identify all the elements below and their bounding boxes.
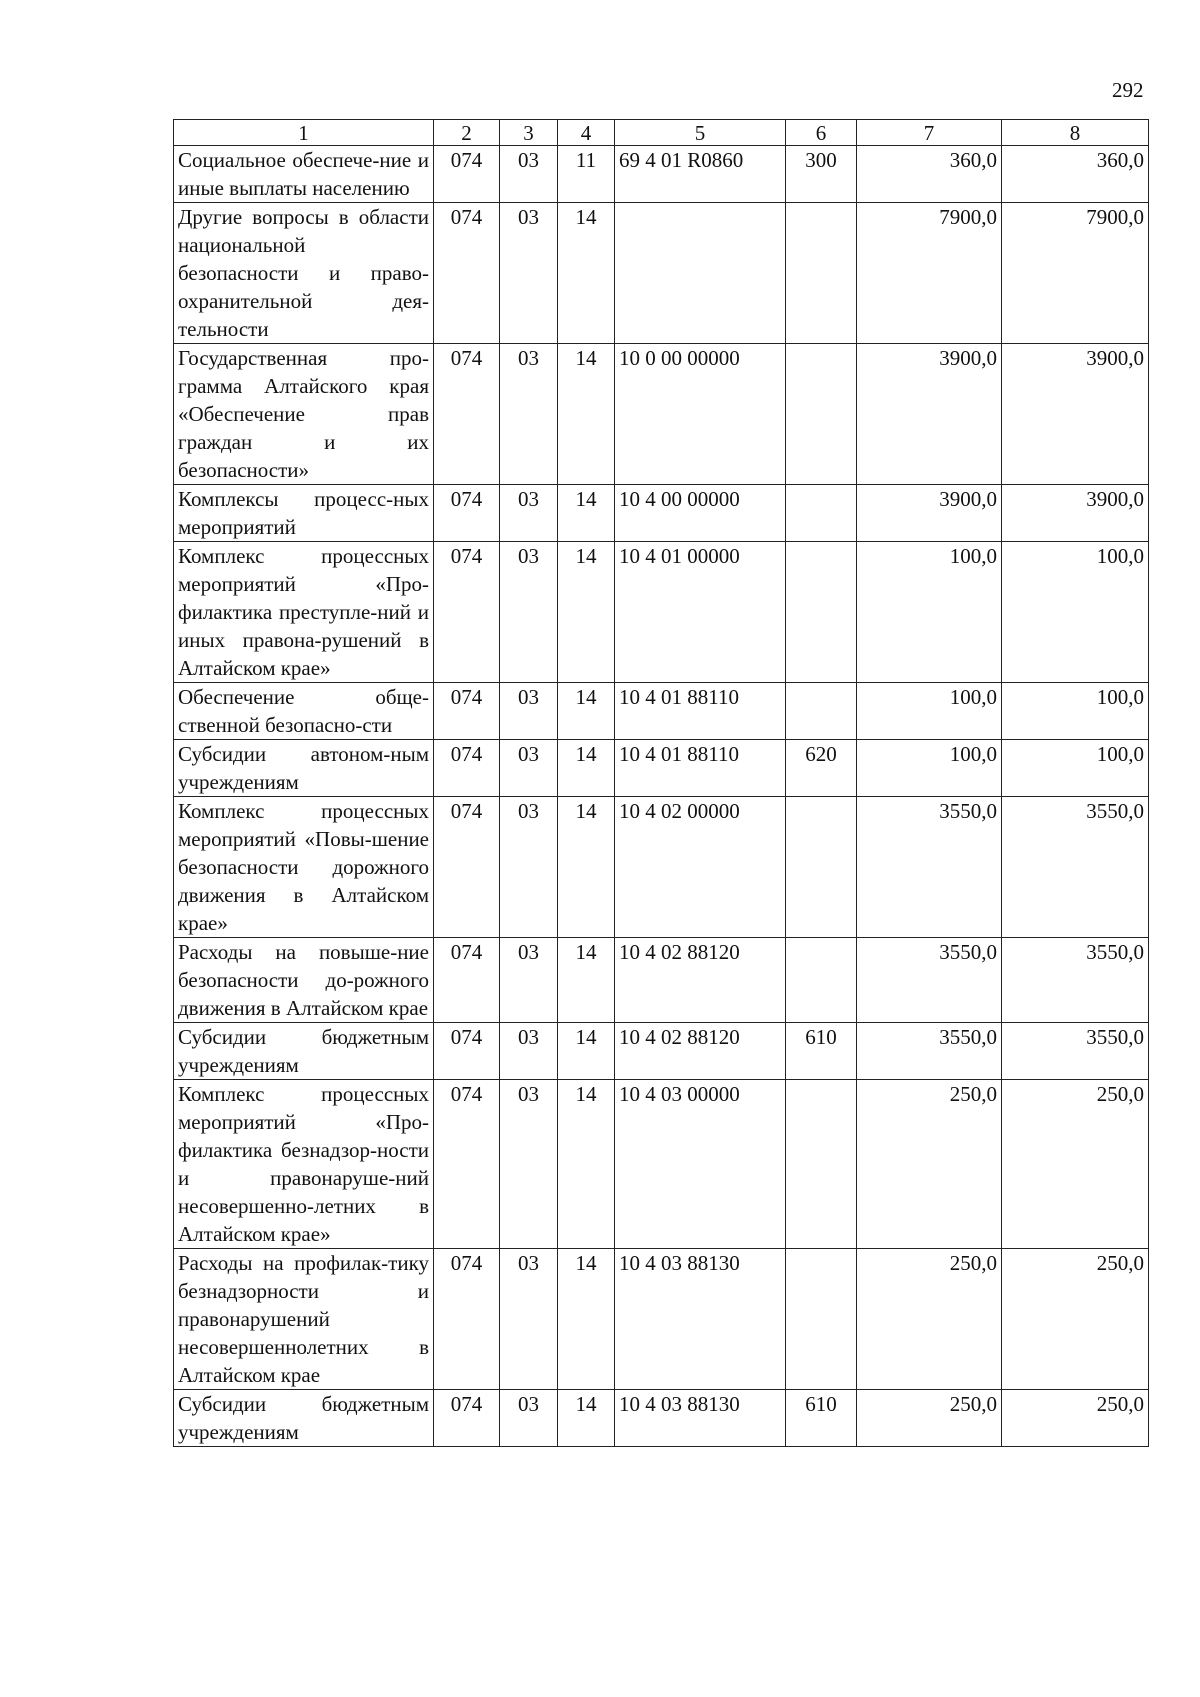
department-code-cell: 074 — [434, 1249, 500, 1390]
target-article-cell: 10 4 03 88130 — [615, 1390, 786, 1447]
subsection-code-cell: 14 — [558, 1023, 615, 1080]
row-name-cell: Субсидии бюджетным учреждениям — [174, 1023, 434, 1080]
section-code-cell: 03 — [500, 797, 558, 938]
subsection-code-cell: 14 — [558, 1080, 615, 1249]
amount-cell: 7900,0 — [857, 203, 1002, 344]
section-code-cell: 03 — [500, 1023, 558, 1080]
table-row — [174, 683, 1149, 740]
row-name-cell: Субсидии бюджетным учреждениям — [174, 1390, 434, 1447]
amount-cell: 3900,0 — [1002, 344, 1149, 485]
section-code-cell: 03 — [500, 938, 558, 1023]
amount-cell: 100,0 — [1002, 683, 1149, 740]
target-article-cell: 10 0 00 00000 — [615, 344, 786, 485]
expense-type-cell — [786, 1080, 857, 1249]
target-article-cell: 10 4 01 00000 — [615, 542, 786, 683]
budget-table — [173, 119, 1149, 1447]
amount-cell: 100,0 — [857, 683, 1002, 740]
amount-cell: 3900,0 — [1002, 485, 1149, 542]
subsection-code-cell: 14 — [558, 203, 615, 344]
target-article-cell: 10 4 03 00000 — [615, 1080, 786, 1249]
subsection-code-cell: 14 — [558, 344, 615, 485]
department-code-cell: 074 — [434, 683, 500, 740]
row-name-cell: Субсидии автоном-ным учреждениям — [174, 740, 434, 797]
section-code-cell: 03 — [500, 683, 558, 740]
section-code-cell: 03 — [500, 542, 558, 683]
row-name-cell: Расходы на повыше-ние безопасности до-рожного движения в Алтайском крае — [174, 938, 434, 1023]
target-article-cell — [615, 203, 786, 344]
amount-cell: 250,0 — [1002, 1249, 1149, 1390]
row-name-cell: Комплекс процессных мероприятий «Про-филактика преступле-ний и иных правона-рушений в Алтайском крае» — [174, 542, 434, 683]
amount-cell: 3550,0 — [1002, 938, 1149, 1023]
table-row — [174, 740, 1149, 797]
row-name-cell: Расходы на профилак-тику безнадзорности и правонарушений несовершеннолетних в Алтайском крае — [174, 1249, 434, 1390]
table-row — [174, 797, 1149, 938]
subsection-code-cell: 14 — [558, 542, 615, 683]
row-name-cell: Государственная про-грамма Алтайского края «Обеспечение прав граждан и их безопасности» — [174, 344, 434, 485]
subsection-code-cell: 14 — [558, 938, 615, 1023]
expense-type-cell — [786, 485, 857, 542]
section-code-cell: 03 — [500, 485, 558, 542]
subsection-code-cell: 14 — [558, 797, 615, 938]
amount-cell: 3900,0 — [857, 344, 1002, 485]
amount-cell: 100,0 — [857, 542, 1002, 683]
subsection-code-cell: 14 — [558, 1390, 615, 1447]
column-header: 6 — [786, 120, 857, 146]
row-name-cell: Комплексы процесс-ных мероприятий — [174, 485, 434, 542]
amount-cell: 7900,0 — [1002, 203, 1149, 344]
page-number: 292 — [1112, 78, 1144, 102]
section-code-cell: 03 — [500, 1249, 558, 1390]
expense-type-cell — [786, 203, 857, 344]
amount-cell: 100,0 — [1002, 542, 1149, 683]
table-row — [174, 344, 1149, 485]
table-row — [174, 203, 1149, 344]
expense-type-cell: 610 — [786, 1390, 857, 1447]
section-code-cell: 03 — [500, 1080, 558, 1249]
expense-type-cell: 610 — [786, 1023, 857, 1080]
table-row — [174, 485, 1149, 542]
column-header: 8 — [1002, 120, 1149, 146]
column-header: 3 — [500, 120, 558, 146]
target-article-cell: 10 4 02 88120 — [615, 938, 786, 1023]
target-article-cell: 10 4 02 00000 — [615, 797, 786, 938]
table-row — [174, 542, 1149, 683]
target-article-cell: 10 4 01 88110 — [615, 740, 786, 797]
header-row — [174, 120, 1149, 146]
table-row — [174, 146, 1149, 203]
expense-type-cell — [786, 344, 857, 485]
department-code-cell: 074 — [434, 542, 500, 683]
amount-cell: 3550,0 — [1002, 1023, 1149, 1080]
target-article-cell: 69 4 01 R0860 — [615, 146, 786, 203]
target-article-cell: 10 4 01 88110 — [615, 683, 786, 740]
amount-cell: 3900,0 — [857, 485, 1002, 542]
table-row — [174, 1080, 1149, 1249]
amount-cell: 250,0 — [857, 1390, 1002, 1447]
department-code-cell: 074 — [434, 146, 500, 203]
department-code-cell: 074 — [434, 740, 500, 797]
column-header: 5 — [615, 120, 786, 146]
column-header: 1 — [174, 120, 434, 146]
section-code-cell: 03 — [500, 740, 558, 797]
row-name-cell: Обеспечение обще-ственной безопасно-сти — [174, 683, 434, 740]
target-article-cell: 10 4 02 88120 — [615, 1023, 786, 1080]
expense-type-cell — [786, 797, 857, 938]
department-code-cell: 074 — [434, 797, 500, 938]
department-code-cell: 074 — [434, 344, 500, 485]
expense-type-cell — [786, 542, 857, 683]
amount-cell: 250,0 — [1002, 1080, 1149, 1249]
amount-cell: 250,0 — [1002, 1390, 1149, 1447]
row-name-cell: Другие вопросы в области национальной безопасности и право-охранительной дея-тельности — [174, 203, 434, 344]
subsection-code-cell: 14 — [558, 683, 615, 740]
row-name-cell: Комплекс процессных мероприятий «Про-филактика безнадзор-ности и правонаруше-ний несовершенно-летних в Алтайском крае» — [174, 1080, 434, 1249]
subsection-code-cell: 14 — [558, 485, 615, 542]
expense-type-cell — [786, 938, 857, 1023]
expense-type-cell — [786, 683, 857, 740]
target-article-cell: 10 4 03 88130 — [615, 1249, 786, 1390]
section-code-cell: 03 — [500, 1390, 558, 1447]
amount-cell: 250,0 — [857, 1080, 1002, 1249]
department-code-cell: 074 — [434, 1023, 500, 1080]
expense-type-cell — [786, 1249, 857, 1390]
section-code-cell: 03 — [500, 344, 558, 485]
amount-cell: 3550,0 — [857, 938, 1002, 1023]
subsection-code-cell: 14 — [558, 1249, 615, 1390]
department-code-cell: 074 — [434, 938, 500, 1023]
amount-cell: 360,0 — [1002, 146, 1149, 203]
row-name-cell: Комплекс процессных мероприятий «Повы-шение безопасности дорожного движения в Алтайском крае» — [174, 797, 434, 938]
expense-type-cell: 620 — [786, 740, 857, 797]
amount-cell: 3550,0 — [857, 797, 1002, 938]
amount-cell: 3550,0 — [857, 1023, 1002, 1080]
amount-cell: 100,0 — [1002, 740, 1149, 797]
expense-type-cell: 300 — [786, 146, 857, 203]
section-code-cell: 03 — [500, 203, 558, 344]
target-article-cell: 10 4 00 00000 — [615, 485, 786, 542]
department-code-cell: 074 — [434, 485, 500, 542]
department-code-cell: 074 — [434, 1080, 500, 1249]
amount-cell: 360,0 — [857, 146, 1002, 203]
table-row — [174, 938, 1149, 1023]
subsection-code-cell: 14 — [558, 740, 615, 797]
column-header: 4 — [558, 120, 615, 146]
row-name-cell: Социальное обеспече-ние и иные выплаты населению — [174, 146, 434, 203]
column-header: 2 — [434, 120, 500, 146]
table-row — [174, 1023, 1149, 1080]
amount-cell: 250,0 — [857, 1249, 1002, 1390]
table-row — [174, 1390, 1149, 1447]
subsection-code-cell: 11 — [558, 146, 615, 203]
amount-cell: 3550,0 — [1002, 797, 1149, 938]
amount-cell: 100,0 — [857, 740, 1002, 797]
department-code-cell: 074 — [434, 1390, 500, 1447]
table-row — [174, 1249, 1149, 1390]
column-header: 7 — [857, 120, 1002, 146]
department-code-cell: 074 — [434, 203, 500, 344]
section-code-cell: 03 — [500, 146, 558, 203]
